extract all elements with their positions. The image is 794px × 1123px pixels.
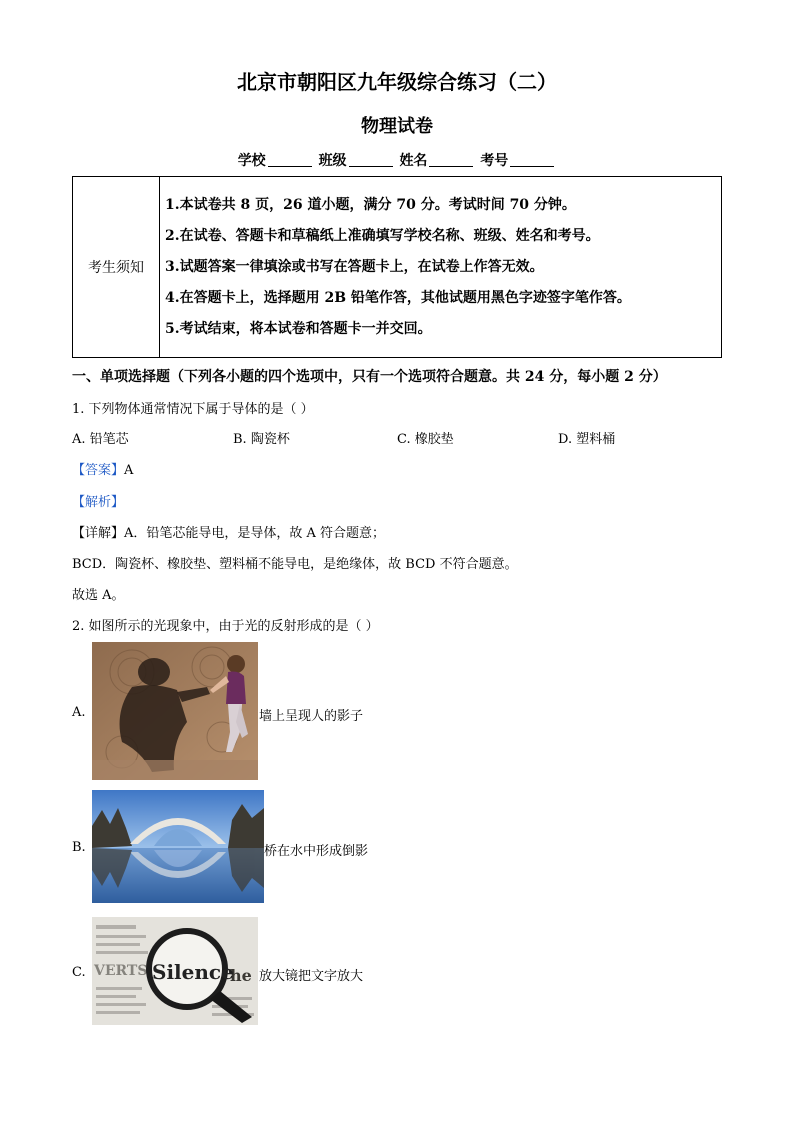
q2-option-c-letter: C. <box>72 965 86 980</box>
class-blank[interactable] <box>349 152 393 167</box>
q1-option-a: A. 铅笔芯 <box>72 432 129 447</box>
conclusion-line: 故选 A。 <box>72 588 125 603</box>
q1-option-d: D. 塑料桶 <box>558 432 616 447</box>
detail-tag: 【详解】 <box>72 526 125 541</box>
analysis-line <box>72 491 124 510</box>
notice-item: 3.试题答案一律填涂或书写在答题卡上，在试卷上作答无效。 <box>165 259 544 275</box>
answer-value: A <box>124 463 134 478</box>
notice-label: 考生须知 <box>73 177 160 357</box>
magnifier-text-photo <box>92 917 258 1025</box>
child-shadow-photo <box>92 642 258 780</box>
page-subtitle: 物理试卷 <box>361 116 433 137</box>
student-info-line <box>0 150 794 170</box>
notice-item: 2.在试卷、答题卡和草稿纸上准确填写学校名称、班级、姓名和考号。 <box>165 228 600 244</box>
detail-text: A．铅笔芯能导电，是导体，故 A 符合题意； <box>124 526 386 541</box>
bridge-reflection-photo <box>92 790 264 903</box>
q1-option-c: C. 橡胶垫 <box>397 432 454 447</box>
answer-line <box>72 459 133 478</box>
notice-item: 1.本试卷共 8 页，26 道小题，满分 70 分。考试时间 70 分钟。 <box>165 197 576 213</box>
q2-option-a-caption: 墙上呈现人的影子 <box>259 709 364 724</box>
q2-option-a-letter: A. <box>72 705 86 720</box>
q1-option-b: B. 陶瓷杯 <box>233 432 290 447</box>
school-blank[interactable] <box>268 152 312 167</box>
question-1-stem: 1. 下列物体通常情况下属于导体的是（ ） <box>72 402 314 417</box>
question-2-stem: 2. 如图所示的光现象中，由于光的反射形成的是（ ） <box>72 619 379 634</box>
notice-items <box>165 195 713 350</box>
q2-option-b-caption: 桥在水中形成倒影 <box>264 844 369 859</box>
info-school-label: 学校 <box>237 153 266 169</box>
svg-text:VERTS: VERTS <box>94 963 148 979</box>
q2-option-b-letter: B. <box>72 840 86 855</box>
analysis-tag: 【解析】 <box>72 495 125 510</box>
svg-text:Silence: Silence <box>152 960 234 984</box>
page-title: 北京市朝阳区九年级综合练习（二） <box>237 70 557 94</box>
info-name-label: 姓名 <box>399 153 428 169</box>
number-blank[interactable] <box>510 152 554 167</box>
svg-text:he: he <box>230 966 252 985</box>
answer-tag: 【答案】 <box>72 463 125 478</box>
info-number-label: 考号 <box>480 153 509 169</box>
name-blank[interactable] <box>429 152 473 167</box>
detail-line-2: BCD．陶瓷杯、橡胶垫、塑料桶不能导电，是绝缘体，故 BCD 不符合题意。 <box>72 557 518 572</box>
info-class-label: 班级 <box>318 153 347 169</box>
detail-line <box>72 522 385 541</box>
section-heading: 一、单项选择题（下列各小题的四个选项中，只有一个选项符合题意。共 24 分，每小题 2 分） <box>72 369 667 385</box>
notice-item: 5.考试结束，将本试卷和答题卡一并交回。 <box>165 321 432 337</box>
q2-option-c-caption: 放大镜把文字放大 <box>259 969 364 984</box>
exam-notice-table <box>72 176 722 358</box>
notice-item: 4.在答题卡上，选择题用 2B 铅笔作答，其他试题用黑色字迹签字笔作答。 <box>165 290 631 306</box>
